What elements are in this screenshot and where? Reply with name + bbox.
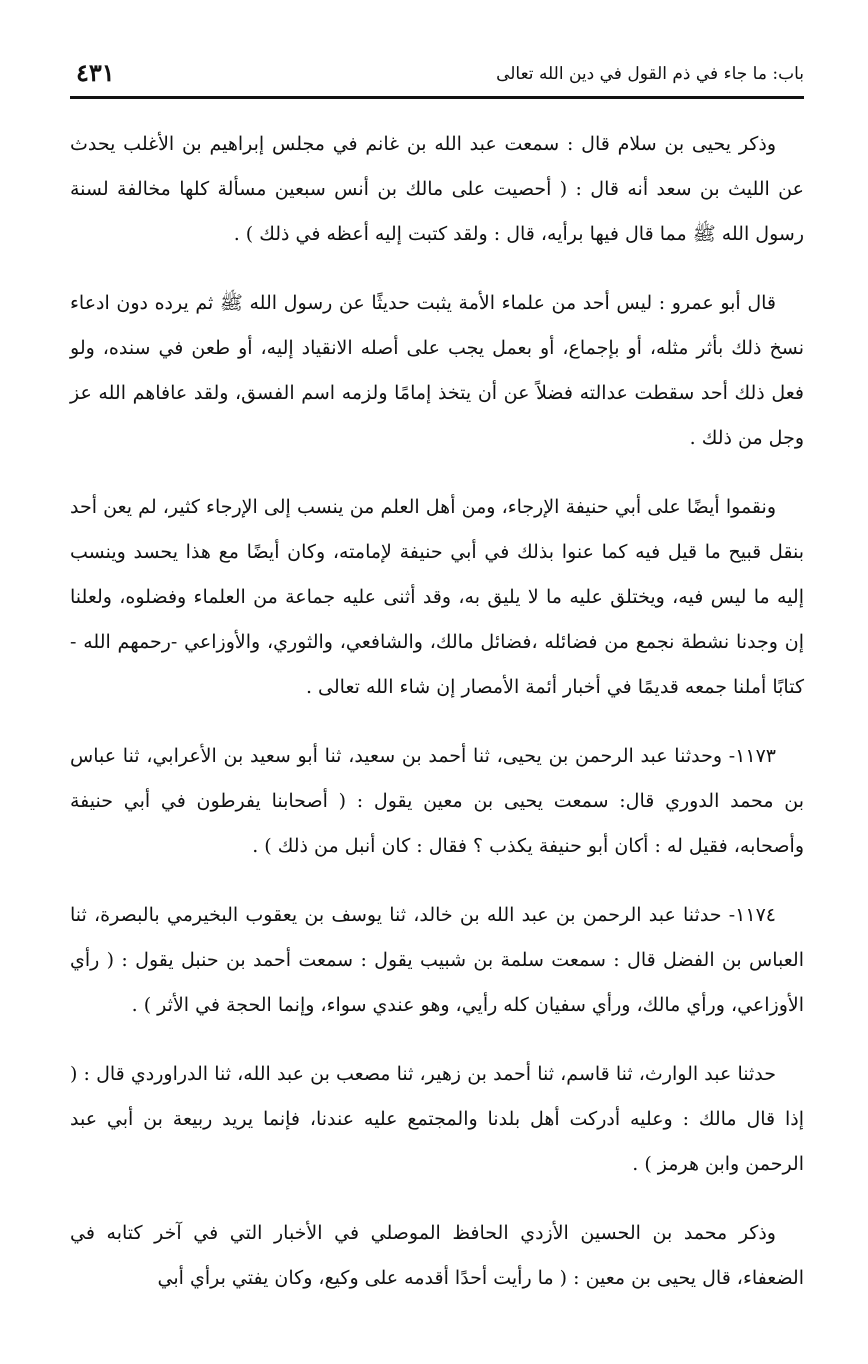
paragraph: ونقموا أيضًا على أبي حنيفة الإرجاء، ومن أهل العلم من ينسب إلى الإرجاء كثير، لم يعن أحد بنقل قبيح ما قيل فيه كما عنوا بذلك في أبي حنيفة لإمامته، وكان أيضًا مع هذا يحسد وينسب إليه ما ليس فيه، ويختلق عليه ما لا يليق به، وقد أثنى عليه جماعة من العلماء وفضلوه، ولعلنا إن وجدنا نشطة نجمع من فضائله ،فضائل مالك، والشافعي، والثوري، والأوزاعي -رحمهم الله - كتابًا أملنا جمعه قديمًا في أخبار أئمة الأمصار إن شاء الله تعالى .: [70, 496, 804, 698]
paragraph: ١١٧٣- وحدثنا عبد الرحمن بن يحيى، ثنا أحمد بن سعيد، ثنا أبو سعيد بن الأعرابي، ثنا عباس بن محمد الدوري قال: سمعت يحيى بن معين يقول : ( أصحابنا يفرطون في أبي حنيفة وأصحابه، فقيل له : أكان أبو حنيفة يكذب ؟ فقال : كان أنبل من ذلك ) .: [70, 745, 804, 857]
paragraph: قال أبو عمرو : ليس أحد من علماء الأمة يثبت حديثًا عن رسول الله ﷺ ثم يرده دون ادعاء نسخ ذلك بأثر مثله، أو بإجماع، أو بعمل يجب على أصله الانقياد إليه، أو طعن في سنده، ولو فعل ذلك أحد سقطت عدالته فضلاً عن أن يتخذ إمامًا ولزمه اسم الفسق، ولقد عافاهم الله عز وجل من ذلك .: [70, 292, 804, 449]
paragraph: وذكر محمد بن الحسين الأزدي الحافظ الموصلي في الأخبار التي في آخر كتابه في الضعفاء، قال يحيى بن معين : ( ما رأيت أحدًا أقدمه على وكيع، وكان يفتي برأي أبي: [70, 1222, 804, 1289]
paragraph: ١١٧٤- حدثنا عبد الرحمن بن عبد الله بن خالد، ثنا يوسف بن يعقوب البخيرمي بالبصرة، ثنا العباس بن الفضل قال : سمعت سلمة بن شبيب يقول : سمعت أحمد بن حنبل يقول : ( رأي الأوزاعي، ورأي مالك، ورأي سفيان كله رأيي، وهو عندي سواء، وإنما الحجة في الأثر ) .: [70, 904, 804, 1016]
page-header: [70, 58, 804, 98]
page-body: [70, 122, 804, 1301]
page-number: ٤٣١: [76, 58, 115, 87]
running-title: باب: ما جاء في ذم القول في دين الله تعالى: [496, 64, 804, 84]
paragraph: وذكر يحيى بن سلام قال : سمعت عبد الله بن غانم في مجلس إبراهيم بن الأغلب يحدث عن الليث بن سعد أنه قال : ( أحصيت على مالك بن أنس سبعين مسألة كلها مخالفة لسنة رسول الله ﷺ مما قال فيها برأيه، قال : ولقد كتبت إليه أعظه في ذلك ) .: [70, 133, 804, 245]
header-rule: [70, 96, 804, 99]
paragraph: حدثنا عبد الوارث، ثنا قاسم، ثنا أحمد بن زهير، ثنا مصعب بن عبد الله، ثنا الدراوردي قال : ( إذا قال مالك : وعليه أدركت أهل بلدنا والمجتمع عليه عندنا، فإنما يريد ربيعة بن أبي عبد الرحمن وابن هرمز ) .: [70, 1063, 804, 1175]
